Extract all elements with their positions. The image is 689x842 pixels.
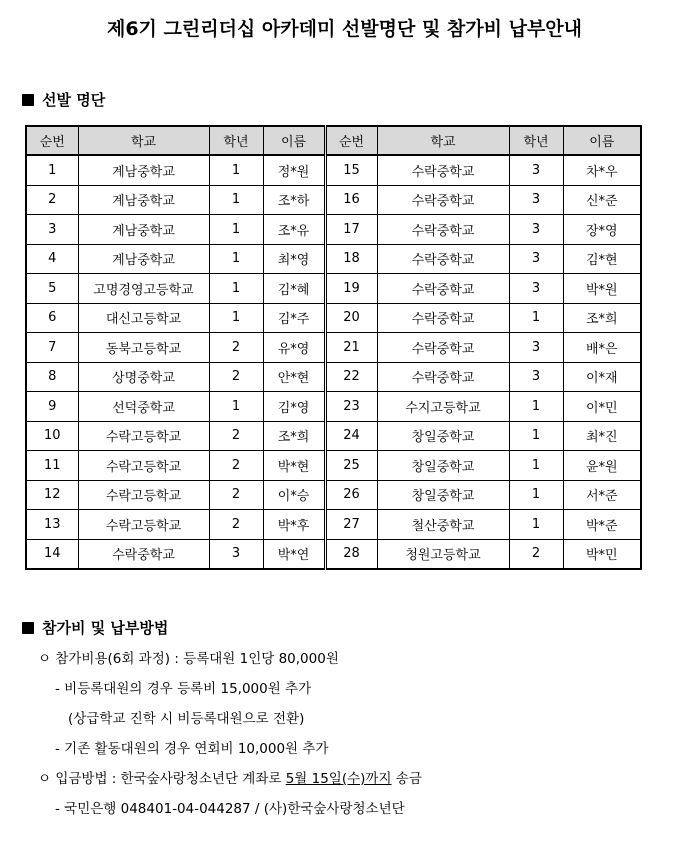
account-line: - 국민은행 048401-04-044287 / (사)한국숲사랑청소년단: [55, 801, 405, 817]
table-cell: 김*주: [263, 303, 325, 333]
table-row: [26, 185, 641, 215]
table-cell: 3: [26, 215, 78, 245]
table-cell: 수락중학교: [377, 274, 509, 304]
table-header-cell: 학교: [377, 126, 509, 155]
table-cell: 김*현: [563, 244, 641, 274]
table-cell: 1: [509, 510, 563, 540]
table-cell: 1: [209, 155, 263, 185]
table-cell: 계남중학교: [78, 215, 209, 245]
table-cell: 박*현: [263, 451, 325, 481]
table-cell: 26: [325, 480, 377, 510]
table-cell: 이*승: [263, 480, 325, 510]
table-cell: 15: [325, 155, 377, 185]
table-cell: 1: [509, 392, 563, 422]
table-cell: 김*혜: [263, 274, 325, 304]
table-cell: 2: [209, 451, 263, 481]
table-cell: 수지고등학교: [377, 392, 509, 422]
table-cell: 창일중학교: [377, 421, 509, 451]
payment-method-line: [38, 773, 422, 787]
table-cell: 3: [509, 244, 563, 274]
table-header-cell: 이름: [563, 126, 641, 155]
table-cell: 27: [325, 510, 377, 540]
table-cell: 2: [509, 539, 563, 569]
table-header-cell: 학교: [78, 126, 209, 155]
table-row: [26, 539, 641, 569]
table-cell: 이*재: [563, 362, 641, 392]
table-cell: 유*영: [263, 333, 325, 363]
non-member-note: (상급학교 진학 시 비등록대원으로 전환): [68, 711, 305, 727]
table-cell: 4: [26, 244, 78, 274]
table-cell: 23: [325, 392, 377, 422]
existing-member-line: - 기존 활동대원의 경우 연회비 10,000원 추가: [55, 741, 329, 757]
page-title: 제6기 그린리더십 아카데미 선발명단 및 참가비 납부안내: [106, 18, 583, 40]
table-cell: 안*현: [263, 362, 325, 392]
table-cell: 19: [325, 274, 377, 304]
table-cell: 10: [26, 421, 78, 451]
table-cell: 3: [509, 274, 563, 304]
payment-prefix: ㅇ 입금방법 : 한국숲사랑청소년단 계좌로: [38, 771, 286, 787]
table-cell: 차*우: [563, 155, 641, 185]
table-cell: 8: [26, 362, 78, 392]
table-cell: 1: [509, 303, 563, 333]
table-cell: 수락고등학교: [78, 451, 209, 481]
table-cell: 3: [209, 539, 263, 569]
table-cell: 1: [209, 303, 263, 333]
table-cell: 창일중학교: [377, 451, 509, 481]
roster-table: [25, 125, 642, 570]
table-cell: 16: [325, 185, 377, 215]
table-cell: 조*하: [263, 185, 325, 215]
table-cell: 2: [209, 421, 263, 451]
section-heading-fee: [22, 617, 168, 638]
table-cell: 조*희: [263, 421, 325, 451]
table-cell: 1: [509, 421, 563, 451]
table-cell: 2: [209, 480, 263, 510]
payment-deadline: 5월 15일(수)까지: [285, 771, 392, 787]
table-row: [26, 333, 641, 363]
table-cell: 청원고등학교: [377, 539, 509, 569]
table-cell: 20: [325, 303, 377, 333]
table-cell: 3: [509, 185, 563, 215]
table-cell: 창일중학교: [377, 480, 509, 510]
table-cell: 12: [26, 480, 78, 510]
table-cell: 2: [209, 510, 263, 540]
section-heading-fee-label: 참가비 및 납부방법: [42, 619, 169, 637]
table-cell: 이*민: [563, 392, 641, 422]
table-cell: 최*영: [263, 244, 325, 274]
section-heading-roster: [22, 89, 105, 110]
fee-line: ㅇ 참가비용(6회 과정) : 등록대원 1인당 80,000원: [38, 651, 339, 667]
table-cell: 1: [26, 155, 78, 185]
table-cell: 3: [509, 155, 563, 185]
table-cell: 신*준: [563, 185, 641, 215]
table-cell: 2: [26, 185, 78, 215]
table-cell: 14: [26, 539, 78, 569]
table-cell: 3: [509, 215, 563, 245]
table-cell: 박*준: [563, 510, 641, 540]
table-cell: 수락고등학교: [78, 510, 209, 540]
table-cell: 박*원: [563, 274, 641, 304]
table-row: [26, 362, 641, 392]
table-header-cell: 학년: [209, 126, 263, 155]
table-cell: 수락중학교: [377, 244, 509, 274]
table-cell: 28: [325, 539, 377, 569]
square-bullet-icon: [22, 622, 34, 634]
table-cell: 2: [209, 333, 263, 363]
table-cell: 13: [26, 510, 78, 540]
table-cell: 22: [325, 362, 377, 392]
table-cell: 1: [209, 392, 263, 422]
payment-suffix: 송금: [391, 771, 422, 787]
table-cell: 대신고등학교: [78, 303, 209, 333]
table-cell: 1: [509, 451, 563, 481]
table-row: [26, 215, 641, 245]
table-cell: 수락고등학교: [78, 421, 209, 451]
table-cell: 수락중학교: [377, 333, 509, 363]
table-cell: 동북고등학교: [78, 333, 209, 363]
table-cell: 3: [509, 333, 563, 363]
table-cell: 정*원: [263, 155, 325, 185]
table-row: [26, 480, 641, 510]
table-header-cell: 순번: [26, 126, 78, 155]
table-row: [26, 155, 641, 185]
table-cell: 18: [325, 244, 377, 274]
table-cell: 1: [509, 480, 563, 510]
table-cell: 고명경영고등학교: [78, 274, 209, 304]
table-cell: 9: [26, 392, 78, 422]
table-cell: 철산중학교: [377, 510, 509, 540]
table-header-cell: 순번: [325, 126, 377, 155]
table-cell: 11: [26, 451, 78, 481]
table-cell: 5: [26, 274, 78, 304]
table-cell: 수락고등학교: [78, 480, 209, 510]
table-cell: 수락중학교: [377, 303, 509, 333]
table-cell: 수락중학교: [377, 155, 509, 185]
table-row: [26, 392, 641, 422]
table-cell: 서*준: [563, 480, 641, 510]
table-cell: 배*은: [563, 333, 641, 363]
table-cell: 계남중학교: [78, 244, 209, 274]
table-cell: 박*연: [263, 539, 325, 569]
section-heading-roster-label: 선발 명단: [42, 91, 106, 109]
table-row: [26, 274, 641, 304]
table-cell: 1: [209, 274, 263, 304]
table-cell: 수락중학교: [377, 185, 509, 215]
table-cell: 2: [209, 362, 263, 392]
table-cell: 1: [209, 244, 263, 274]
table-cell: 24: [325, 421, 377, 451]
table-row: [26, 303, 641, 333]
table-cell: 김*영: [263, 392, 325, 422]
square-bullet-icon: [22, 94, 34, 106]
table-row: [26, 421, 641, 451]
table-cell: 21: [325, 333, 377, 363]
table-cell: 조*희: [563, 303, 641, 333]
table-row: [26, 244, 641, 274]
non-member-line: - 비등록대원의 경우 등록비 15,000원 추가: [55, 681, 312, 697]
table-cell: 수락중학교: [377, 362, 509, 392]
table-cell: 25: [325, 451, 377, 481]
table-cell: 17: [325, 215, 377, 245]
table-cell: 6: [26, 303, 78, 333]
table-cell: 1: [209, 185, 263, 215]
table-cell: 조*유: [263, 215, 325, 245]
table-header-cell: 이름: [263, 126, 325, 155]
table-cell: 박*민: [563, 539, 641, 569]
table-cell: 3: [509, 362, 563, 392]
table-row: [26, 451, 641, 481]
table-cell: 선덕중학교: [78, 392, 209, 422]
table-cell: 윤*원: [563, 451, 641, 481]
table-cell: 계남중학교: [78, 155, 209, 185]
table-header-cell: 학년: [509, 126, 563, 155]
table-row: [26, 510, 641, 540]
table-cell: 수락중학교: [377, 215, 509, 245]
table-cell: 1: [209, 215, 263, 245]
table-cell: 장*영: [563, 215, 641, 245]
table-header-row: [26, 126, 641, 155]
table-cell: 상명중학교: [78, 362, 209, 392]
table-cell: 계남중학교: [78, 185, 209, 215]
table-cell: 최*진: [563, 421, 641, 451]
table-cell: 수락중학교: [78, 539, 209, 569]
table-cell: 박*후: [263, 510, 325, 540]
table-cell: 7: [26, 333, 78, 363]
